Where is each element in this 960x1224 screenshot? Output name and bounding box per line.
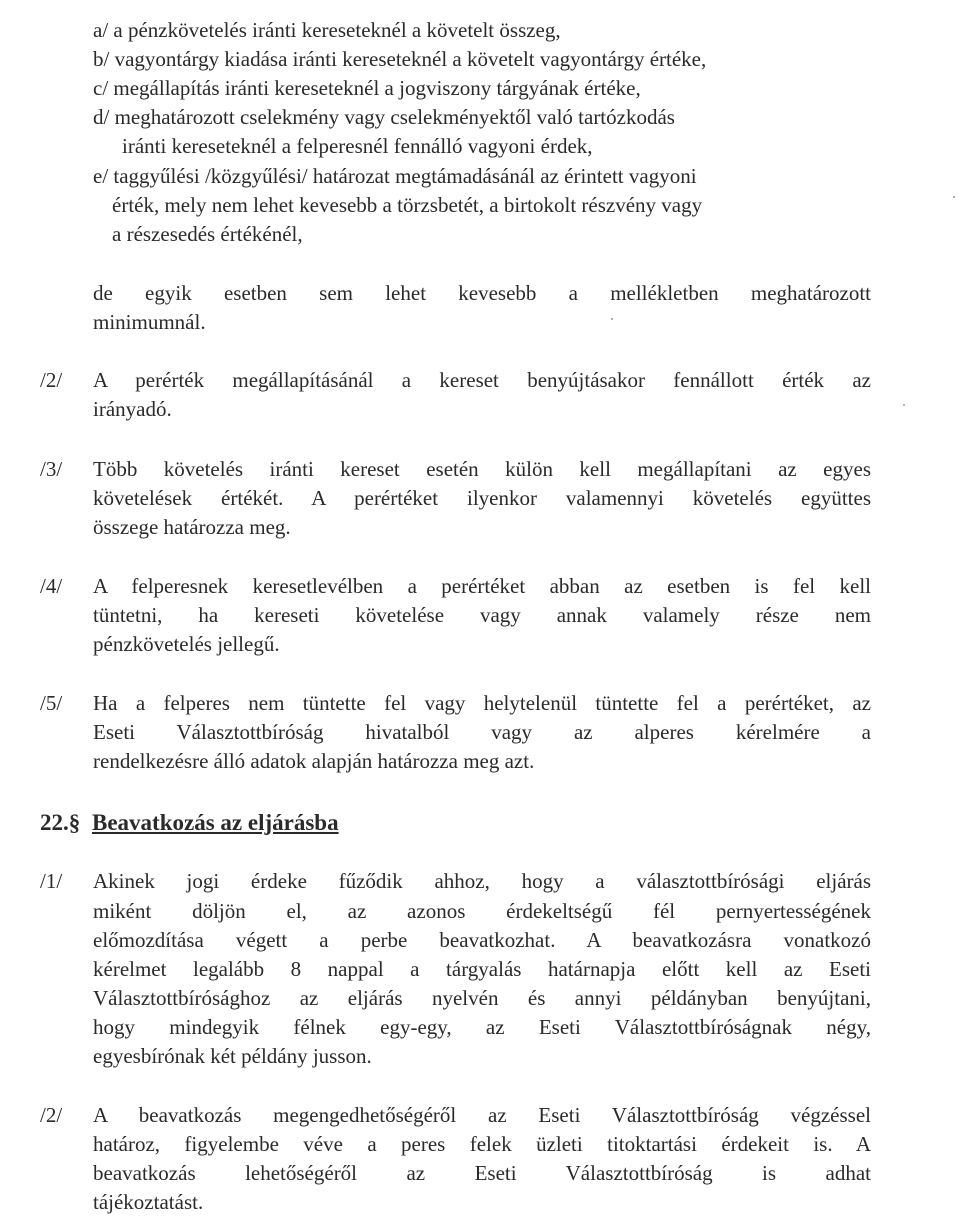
paragraph-line: Akinek jogi érdeke fűződik ahhoz, hogy a választottbírósági eljárás [93, 869, 871, 893]
section-title: Beavatkozás az eljárásba [92, 810, 339, 835]
paragraph-line: Választottbírósághoz az eljárás nyelvén és annyi példányban benyújtani, [93, 986, 871, 1010]
paragraph-line: követelések értékét. A perértéket ilyenkor valamennyi követelés együttes [93, 486, 871, 510]
paragraph-line: egyesbírónak két példány jusson. [93, 1044, 372, 1068]
section-number: 22.§ [40, 810, 81, 835]
paragraph-line: pénzkövetelés jellegű. [93, 632, 280, 656]
section-heading [40, 807, 339, 839]
scan-speck [903, 404, 905, 406]
list-item-c: c/ megállapítás iránti kereseteknél a jogviszony tárgyának értéke, [93, 76, 641, 100]
paragraph-line: határoz, figyelembe véve a peres felek üzleti titoktartási érdekeit is. A [93, 1132, 871, 1156]
continuation-line-2: minimumnál. [93, 310, 206, 334]
scan-speck [611, 318, 613, 320]
paragraph-number: /4/ [40, 574, 63, 598]
paragraph-line: Eseti Választottbíróság hivatalból vagy az alperes kérelmére a [93, 720, 871, 744]
paragraph-line: A perérték megállapításánál a kereset benyújtásakor fennállott érték az [93, 368, 871, 392]
paragraph-number: /1/ [40, 869, 63, 893]
list-item-e-line-1: e/ taggyűlési /közgyűlési/ határozat megtámadásánál az érintett vagyoni [93, 164, 697, 188]
paragraph-line: beavatkozás lehetőségéről az Eseti Választottbíróság is adhat [93, 1161, 871, 1185]
paragraph-line: irányadó. [93, 397, 172, 421]
paragraph-line: A felperesnek keresetlevélben a perértéket abban az esetben is fel kell [93, 574, 871, 598]
continuation-line-1: de egyik esetben sem lehet kevesebb a mellékletben meghatározott [93, 281, 871, 305]
paragraph-line: A beavatkozás megengedhetőségéről az Eseti Választottbíróság végzéssel [93, 1103, 871, 1127]
paragraph-line: rendelkezésre álló adatok alapján határozza meg azt. [93, 749, 535, 773]
paragraph-number: /5/ [40, 691, 63, 715]
list-item-e-line-3: a részesedés értékénél, [112, 222, 303, 246]
scan-speck [953, 196, 955, 198]
paragraph-line: hogy mindegyik félnek egy-egy, az Eseti Választottbíróságnak négy, [93, 1015, 871, 1039]
paragraph-line: Több követelés iránti kereset esetén külön kell megállapítani az egyes [93, 457, 871, 481]
paragraph-line: tájékoztatást. [93, 1190, 204, 1214]
paragraph-line: miként döljön el, az azonos érdekeltségű fél pernyertességének [93, 899, 871, 923]
paragraph-line: tüntetni, ha kereseti követelése vagy annak valamely része nem [93, 603, 871, 627]
paragraph-number: /3/ [40, 457, 63, 481]
list-item-e-line-2: érték, mely nem lehet kevesebb a törzsbetét, a birtokolt részvény vagy [112, 193, 703, 217]
list-item-a: a/ a pénzkövetelés iránti kereseteknél a követelt összeg, [93, 18, 561, 42]
list-item-b: b/ vagyontárgy kiadása iránti kereseteknél a követelt vagyontárgy értéke, [93, 47, 707, 71]
paragraph-line: előmozdítása végett a perbe beavatkozhat. A beavatkozásra vonatkozó [93, 928, 871, 952]
paragraph-line: Ha a felperes nem tüntette fel vagy helytelenül tüntette fel a perértéket, az [93, 691, 871, 715]
paragraph-line: kérelmet legalább 8 nappal a tárgyalás határnapja előtt kell az Eseti [93, 957, 871, 981]
paragraph-number: /2/ [40, 368, 63, 392]
list-item-d-line-1: d/ meghatározott cselekmény vagy cselekményektől való tartózkodás [93, 105, 675, 129]
paragraph-line: összege határozza meg. [93, 515, 291, 539]
paragraph-number: /2/ [40, 1103, 63, 1127]
list-item-d-line-2: iránti kereseteknél a felperesnél fennálló vagyoni érdek, [122, 134, 593, 158]
